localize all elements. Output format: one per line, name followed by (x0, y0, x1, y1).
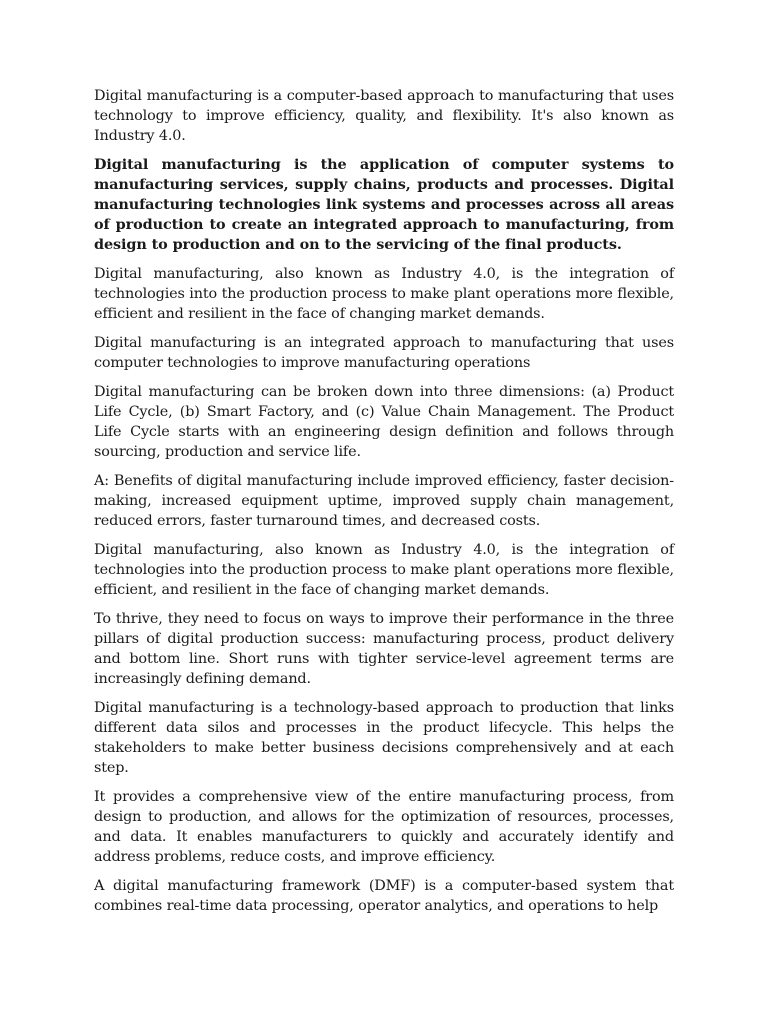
paragraph-10: It provides a comprehensive view of the entire manufacturing process, from design to production, and allows for the optimization of resources, processes, and data. It enables manufacturers to quickly and accurately identify and address problems, reduce costs, and improve efficiency. (94, 789, 674, 865)
document-page (94, 86, 674, 925)
paragraph-6: A: Benefits of digital manufacturing include improved efficiency, faster decision-making, increased equipment uptime, improved supply chain management, reduced errors, faster turnaround times, and decreased costs. (94, 473, 674, 529)
paragraph-11: A digital manufacturing framework (DMF) is a computer-based system that combines real-time data processing, operator analytics, and operations to help (94, 878, 674, 914)
paragraph-5: Digital manufacturing can be broken down into three dimensions: (a) Product Life Cycle, (b) Smart Factory, and (c) Value Chain Management. The Product Life Cycle starts with an engineering design definition and follows through sourcing, production and service life. (94, 384, 674, 460)
paragraph-4: Digital manufacturing is an integrated approach to manufacturing that uses computer technologies to improve manufacturing operations (94, 335, 674, 371)
paragraph-1: Digital manufacturing is a computer-based approach to manufacturing that uses technology to improve efficiency, quality, and flexibility. It's also known as Industry 4.0. (94, 88, 674, 144)
paragraph-3: Digital manufacturing, also known as Industry 4.0, is the integration of technologies into the production process to make plant operations more flexible, efficient and resilient in the face of changing market demands. (94, 266, 674, 322)
paragraph-7: Digital manufacturing, also known as Industry 4.0, is the integration of technologies into the production process to make plant operations more flexible, efficient, and resilient in the face of changing market demands. (94, 542, 674, 598)
paragraph-2: Digital manufacturing is the application of computer systems to manufacturing services, supply chains, products and processes. Digital manufacturing technologies link systems and processes across all areas of production to create an integrated approach to manufacturing, from design to production and on to the servicing of the final products. (94, 156, 674, 253)
paragraph-9: Digital manufacturing is a technology-based approach to production that links different data silos and processes in the product lifecycle. This helps the stakeholders to make better business decisions comprehensively and at each step. (94, 700, 674, 776)
paragraph-8: To thrive, they need to focus on ways to improve their performance in the three pillars of digital production success: manufacturing process, product delivery and bottom line. Short runs with tighter service-level agreement terms are increasingly defining demand. (94, 611, 674, 687)
